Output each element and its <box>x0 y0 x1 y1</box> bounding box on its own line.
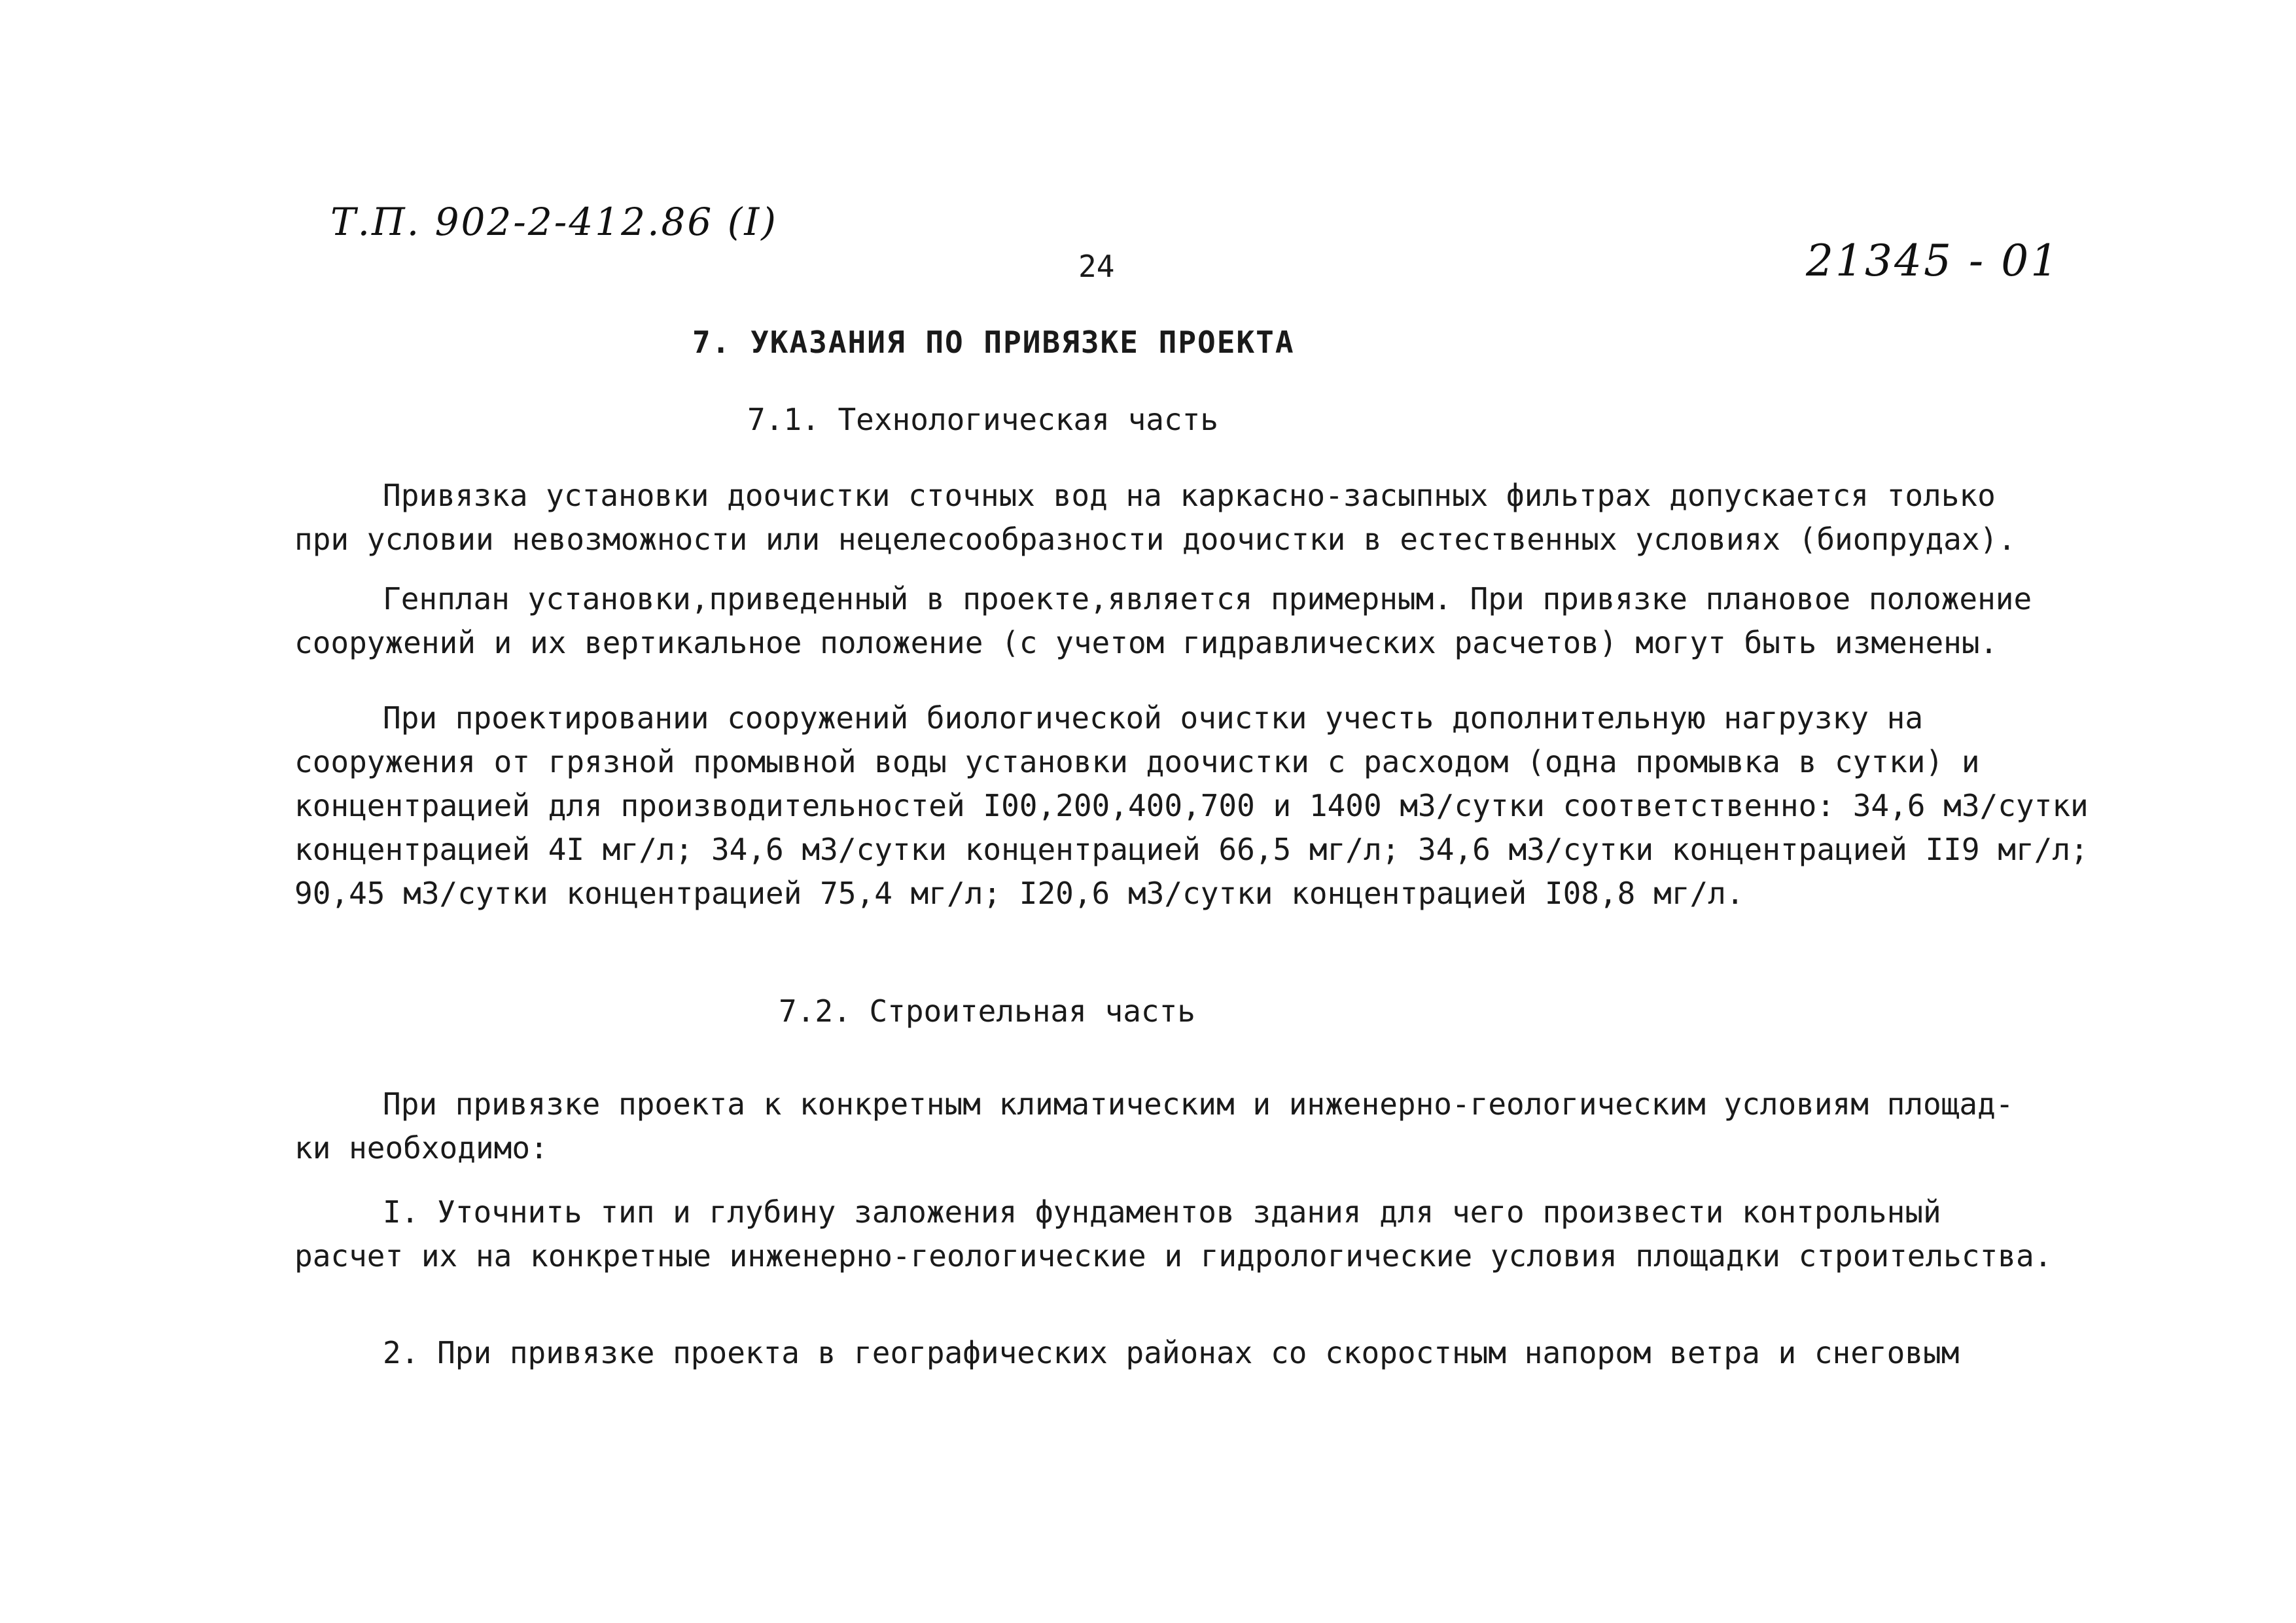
subsection-title-7-2: 7.2. Строительная часть <box>779 993 1195 1029</box>
text-line: При проектировании сооружений биологической очистки учесть дополнительную нагрузку на <box>383 700 1924 736</box>
text-line: 2. При привязке проекта в географических районах со скоростным напором ветра и снеговым <box>383 1335 1960 1370</box>
section-title: 7. УКАЗАНИЯ ПО ПРИВЯЗКЕ ПРОЕКТА <box>692 325 1295 360</box>
text-line: Привязка установки доочистки сточных вод на каркасно-засыпных фильтрах допускается только <box>383 478 1996 513</box>
text-line: При привязке проекта к конкретным климатическим и инженерно-геологическим условиям площад- <box>383 1086 2014 1122</box>
text-line: сооружения от грязной промывной воды установки доочистки с расходом (одна промывка в сутки) и <box>294 744 1980 779</box>
text-line: ки необходимо: <box>294 1130 548 1166</box>
subsection-title-7-1: 7.1. Технологическая часть <box>747 402 1219 437</box>
text-line: при условии невозможности или нецелесообразности доочистки в естественных условиях (биопрудах). <box>294 522 2016 557</box>
text-line: 90,45 м3/сутки концентрацией 75,4 мг/л; I20,6 м3/сутки концентрацией I08,8 мг/л. <box>294 876 1744 911</box>
text-line: концентрацией 4I мг/л; 34,6 м3/сутки концентрацией 66,5 мг/л; 34,6 м3/сутки концентрацией II9 мг/л; <box>294 832 2089 867</box>
text-line: Генплан установки,приведенный в проекте,является примерным. При привязке плановое положение <box>383 581 2032 616</box>
page-number: 24 <box>1078 249 1115 284</box>
text-line: сооружений и их вертикальное положение (с учетом гидравлических расчетов) могут быть изменены. <box>294 625 1998 660</box>
text-line: концентрацией для производительностей I00,200,400,700 и 1400 м3/сутки соответственно: 34,6 м3/сутки <box>294 788 2089 823</box>
text-line: расчет их на конкретные инженерно-геологические и гидрологические условия площадки строительства. <box>294 1238 2053 1274</box>
archive-number: 21345 - 01 <box>1806 236 2060 286</box>
text-line: I. Уточнить тип и глубину заложения фундаментов здания для чего произвести контрольный <box>383 1194 1941 1230</box>
document-code: Т.П. 902-2-412.86 (I) <box>330 200 778 244</box>
